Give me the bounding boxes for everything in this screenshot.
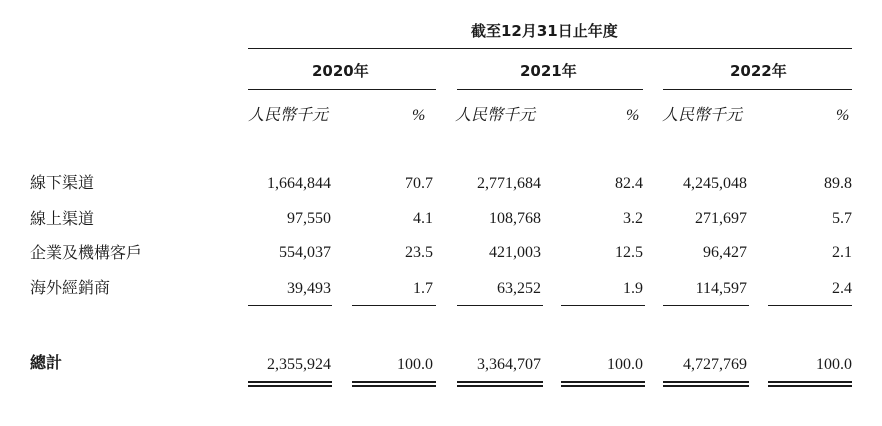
total-cell: 100.0	[397, 356, 433, 373]
total-cell: 4,727,769	[683, 356, 747, 373]
period-underline	[248, 48, 852, 49]
table-cell: 421,003	[489, 244, 541, 261]
subtotal-rule	[663, 305, 749, 306]
year-2021-underline	[457, 89, 643, 90]
table-cell: 3.2	[623, 210, 643, 227]
table-cell: 96,427	[703, 244, 747, 261]
total-double-rule	[352, 381, 436, 387]
table-cell: 5.7	[832, 210, 852, 227]
subtotal-rule	[768, 305, 852, 306]
year-2021-header: 2021年	[520, 62, 577, 80]
table-cell: 4.1	[413, 210, 433, 227]
unit-rmb-2022: 人民幣千元	[662, 107, 743, 124]
unit-pct-2022: %	[836, 107, 850, 124]
year-2020-underline	[248, 89, 436, 90]
total-cell: 100.0	[607, 356, 643, 373]
unit-rmb-2020: 人民幣千元	[248, 107, 329, 124]
table-cell: 271,697	[695, 210, 747, 227]
table-cell: 108,768	[489, 210, 541, 227]
year-2022-header: 2022年	[730, 62, 787, 80]
table-cell: 89.8	[824, 175, 852, 192]
unit-rmb-2021: 人民幣千元	[455, 107, 536, 124]
total-double-rule	[663, 381, 749, 387]
total-double-rule	[768, 381, 852, 387]
unit-pct-2020: %	[412, 107, 426, 124]
unit-pct-2021: %	[626, 107, 640, 124]
table-cell: 2.4	[832, 280, 852, 297]
table-cell: 1,664,844	[267, 175, 331, 192]
table-cell: 97,550	[287, 210, 331, 227]
table-cell: 12.5	[615, 244, 643, 261]
year-2022-underline	[663, 89, 852, 90]
total-label: 總計	[30, 353, 63, 372]
subtotal-rule	[457, 305, 543, 306]
subtotal-rule	[561, 305, 645, 306]
row-label: 線下渠道	[30, 173, 95, 192]
table-cell: 63,252	[497, 280, 541, 297]
table-cell: 554,037	[279, 244, 331, 261]
row-label: 企業及機構客戶	[30, 243, 143, 262]
row-label: 海外經銷商	[30, 278, 111, 297]
table-cell: 2.1	[832, 244, 852, 261]
total-cell: 2,355,924	[267, 356, 331, 373]
total-double-rule	[561, 381, 645, 387]
table-cell: 1.7	[413, 280, 433, 297]
table-cell: 2,771,684	[477, 175, 541, 192]
table-cell: 70.7	[405, 175, 433, 192]
period-header: 截至12月31日止年度	[471, 22, 618, 40]
total-cell: 100.0	[816, 356, 852, 373]
total-double-rule	[457, 381, 543, 387]
table-cell: 23.5	[405, 244, 433, 261]
table-cell: 114,597	[695, 280, 747, 297]
subtotal-rule	[352, 305, 436, 306]
table-cell: 82.4	[615, 175, 643, 192]
total-double-rule	[248, 381, 332, 387]
total-cell: 3,364,707	[477, 356, 541, 373]
year-2020-header: 2020年	[312, 62, 369, 80]
table-cell: 1.9	[623, 280, 643, 297]
subtotal-rule	[248, 305, 332, 306]
row-label: 線上渠道	[30, 209, 95, 228]
table-cell: 4,245,048	[683, 175, 747, 192]
table-cell: 39,493	[287, 280, 331, 297]
